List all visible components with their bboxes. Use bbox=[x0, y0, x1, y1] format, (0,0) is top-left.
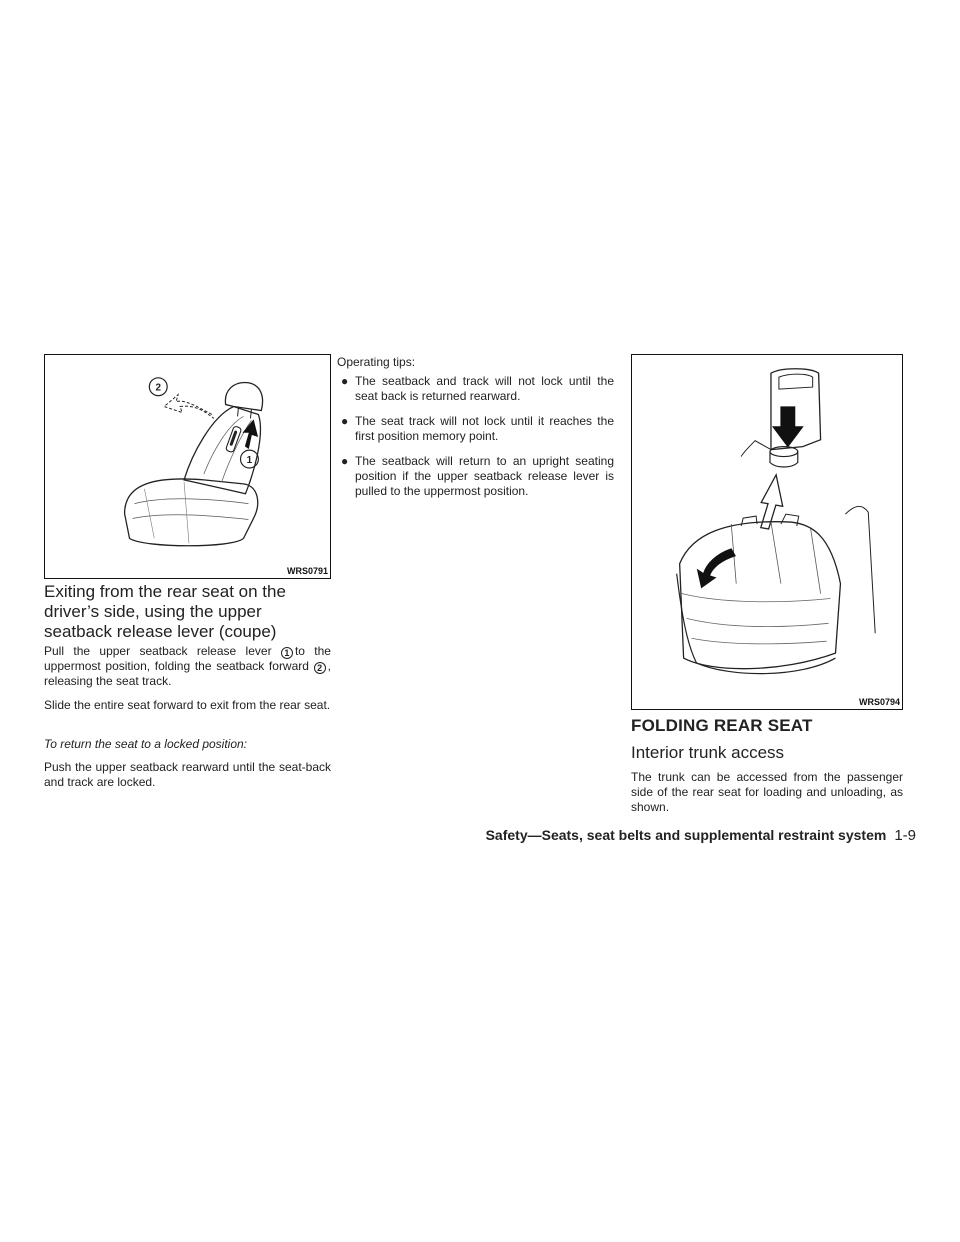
paragraph-return-title: To return the seat to a locked position: bbox=[44, 737, 248, 751]
figure-seat-release bbox=[44, 354, 331, 579]
bullet: ● bbox=[341, 454, 349, 468]
tip-text: The seatback will return to an upright seating position if the upper seatback release lever is pulled to the uppermost position. bbox=[355, 454, 614, 498]
page-number: 1-9 bbox=[894, 827, 916, 844]
list-item bbox=[337, 414, 614, 444]
tip-text: The seatback and track will not lock until the seat back is returned rearward. bbox=[355, 374, 614, 403]
figure-code: WRS0791 bbox=[286, 566, 328, 576]
operating-tips-list bbox=[337, 374, 614, 509]
rear-seat-trunk-access-illustration bbox=[632, 355, 902, 709]
page-footer bbox=[430, 827, 916, 844]
para-text: Pull the upper seatback release lever bbox=[44, 644, 272, 658]
paragraph-pull-lever bbox=[44, 644, 331, 689]
operating-tips-title: Operating tips: bbox=[337, 355, 416, 369]
section-heading: Exiting from the rear seat on the driver’s side, using the upper seatback release lever (coupe) bbox=[44, 582, 286, 641]
figure-code: WRS0794 bbox=[858, 697, 900, 707]
paragraph-push-seatback: Push the upper seatback rearward until the seat-back and track are locked. bbox=[44, 760, 331, 789]
paragraph-slide-seat: Slide the entire seat forward to exit from the rear seat. bbox=[44, 698, 331, 712]
callout-ref-1: 1 bbox=[281, 647, 293, 659]
list-item bbox=[337, 374, 614, 404]
callout-2: 2 bbox=[155, 382, 162, 394]
subheading: Interior trunk access bbox=[631, 743, 785, 762]
seat-release-lever-illustration bbox=[45, 355, 330, 578]
section-title: FOLDING REAR SEAT bbox=[631, 716, 813, 735]
bullet: ● bbox=[341, 414, 349, 428]
list-item bbox=[337, 454, 614, 499]
figure-trunk-access bbox=[631, 354, 903, 710]
paragraph-trunk-access: The trunk can be accessed from the passenger side of the rear seat for loading and unloading, as shown. bbox=[631, 770, 903, 814]
footer-section: Safety—Seats, seat belts and supplemental restraint system bbox=[485, 827, 887, 843]
tip-text: The seat track will not lock until it reaches the first position memory point. bbox=[355, 414, 614, 443]
para-text: to the uppermost position, folding the seatback forward bbox=[44, 644, 331, 673]
callout-1: 1 bbox=[246, 455, 253, 467]
para-text: , releasing the seat track. bbox=[44, 659, 331, 688]
bullet: ● bbox=[341, 374, 349, 388]
callout-ref-2: 2 bbox=[314, 662, 326, 674]
